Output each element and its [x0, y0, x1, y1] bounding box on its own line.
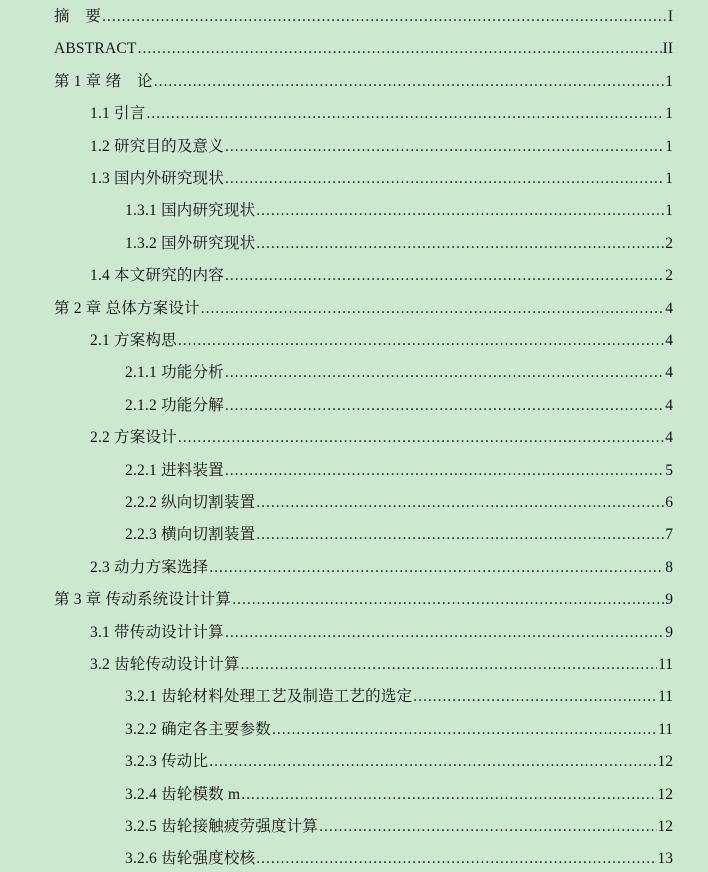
toc-entry-page: 2: [665, 267, 673, 284]
toc-entry[interactable]: [125, 393, 673, 419]
dot-leader: [146, 101, 664, 127]
toc-entry-title: 2.1.2 功能分解: [125, 397, 224, 414]
toc-entry[interactable]: [125, 717, 673, 743]
toc-entry-page: 12: [657, 753, 673, 770]
toc-entry-page: 4: [665, 332, 673, 349]
toc-entry-page: 11: [658, 656, 673, 673]
dot-leader: [319, 814, 656, 840]
toc-entry[interactable]: [90, 652, 673, 678]
toc-entry[interactable]: [125, 749, 673, 775]
dot-leader: [102, 4, 667, 30]
toc-entry-page: 11: [658, 721, 673, 738]
toc-entry-title: 3.2.6 齿轮强度校核: [125, 850, 256, 867]
toc-entry-title: 1.4 本文研究的内容: [90, 267, 224, 284]
toc-entry-page: 1: [665, 105, 673, 122]
toc-entry-title: 1.3.2 国外研究现状: [125, 235, 256, 252]
dot-leader: [225, 458, 664, 484]
toc-entry[interactable]: [125, 360, 673, 386]
toc-entry-title: 3.2.4 齿轮模数 m: [125, 786, 241, 803]
toc-entry-title: 摘 要: [54, 8, 102, 25]
dot-leader: [225, 263, 664, 289]
toc-entry[interactable]: [54, 69, 673, 95]
toc-entry-page: 12: [657, 818, 673, 835]
dot-leader: [241, 652, 657, 678]
dot-leader: [256, 522, 664, 548]
toc-entry-title: 第 2 章 总体方案设计: [54, 300, 200, 317]
toc-entry[interactable]: [90, 263, 673, 289]
dot-leader: [232, 587, 664, 613]
toc-entry-title: 第 3 章 传动系统设计计算: [54, 591, 232, 608]
dot-leader: [225, 360, 664, 386]
toc-entry[interactable]: [54, 36, 673, 62]
toc-entry-title: 3.2 齿轮传动设计计算: [90, 656, 240, 673]
toc-entry[interactable]: [125, 846, 673, 872]
toc-entry[interactable]: [125, 814, 673, 840]
dot-leader: [209, 749, 656, 775]
toc-entry-page: 13: [657, 850, 673, 867]
toc-entry-title: 2.2.2 纵向切割装置: [125, 494, 256, 511]
toc-entry-page: 1: [665, 138, 673, 155]
toc-entry-title: 第 1 章 绪 论: [54, 73, 153, 90]
dot-leader: [178, 425, 664, 451]
dot-leader: [201, 296, 664, 322]
toc-entry-title: 3.1 带传动设计计算: [90, 624, 224, 641]
toc-entry-page: 11: [658, 688, 673, 705]
dot-leader: [256, 231, 664, 257]
toc-entry[interactable]: [90, 134, 673, 160]
toc-entry-title: 2.2 方案设计: [90, 429, 177, 446]
toc-entry-title: ABSTRACT: [54, 40, 137, 57]
toc-entry[interactable]: [90, 328, 673, 354]
toc-entry[interactable]: [54, 587, 673, 613]
toc-entry-title: 1.1 引言: [90, 105, 146, 122]
toc-entry-page: 1: [665, 73, 673, 90]
dot-leader: [225, 166, 664, 192]
dot-leader: [209, 555, 664, 581]
toc-entry-page: 7: [665, 526, 673, 543]
dot-leader: [138, 36, 662, 62]
toc-entry[interactable]: [54, 296, 673, 322]
toc-entry-title: 1.3 国内外研究现状: [90, 170, 224, 187]
toc-entry-page: 1: [665, 202, 673, 219]
toc-entry-title: 2.2.1 进料装置: [125, 462, 224, 479]
dot-leader: [154, 69, 665, 95]
toc-entry-title: 3.2.5 齿轮接触疲劳强度计算: [125, 818, 319, 835]
toc-entry-page: 12: [657, 786, 673, 803]
dot-leader: [272, 717, 657, 743]
toc-entry[interactable]: [125, 684, 673, 710]
toc-entry-page: 9: [665, 624, 673, 641]
toc-entry-page: 4: [665, 300, 673, 317]
toc-entry-title: 2.1 方案构思: [90, 332, 177, 349]
toc-entry-title: 3.2.2 确定各主要参数: [125, 721, 271, 738]
dot-leader: [256, 490, 664, 516]
toc-entry[interactable]: [125, 782, 673, 808]
toc-entry[interactable]: [54, 4, 673, 30]
dot-leader: [225, 393, 664, 419]
toc-entry[interactable]: [90, 555, 673, 581]
toc-entry-title: 3.2.3 传动比: [125, 753, 209, 770]
dot-leader: [413, 684, 657, 710]
toc-entry-page: 6: [665, 494, 673, 511]
toc-entry-page: 5: [665, 462, 673, 479]
toc-entry[interactable]: [90, 166, 673, 192]
toc-entry-page: 4: [665, 429, 673, 446]
toc-entry-page: 8: [665, 559, 673, 576]
toc-entry-title: 1.2 研究目的及意义: [90, 138, 224, 155]
toc-entry-title: 2.2.3 横向切割装置: [125, 526, 256, 543]
toc-entry-page: II: [662, 40, 673, 57]
toc-entry[interactable]: [90, 101, 673, 127]
dot-leader: [256, 846, 656, 872]
toc-entry[interactable]: [125, 231, 673, 257]
toc-entry[interactable]: [90, 425, 673, 451]
toc-entry[interactable]: [125, 458, 673, 484]
toc-entry-page: 2: [665, 235, 673, 252]
toc-entry-page: 4: [665, 397, 673, 414]
toc-entry-title: 2.1.1 功能分析: [125, 364, 224, 381]
toc-entry-title: 1.3.1 国内研究现状: [125, 202, 256, 219]
toc-entry[interactable]: [125, 522, 673, 548]
dot-leader: [241, 782, 656, 808]
toc-entry[interactable]: [90, 620, 673, 646]
toc-entry[interactable]: [125, 198, 673, 224]
dot-leader: [256, 198, 664, 224]
toc-entry-title: 3.2.1 齿轮材料处理工艺及制造工艺的选定: [125, 688, 413, 705]
dot-leader: [225, 134, 664, 160]
toc-entry-page: 1: [665, 170, 673, 187]
dot-leader: [225, 620, 664, 646]
dot-leader: [178, 328, 664, 354]
toc-entry-page: 9: [665, 591, 673, 608]
toc-entry-title: 2.3 动力方案选择: [90, 559, 209, 576]
toc-entry[interactable]: [125, 490, 673, 516]
toc-entry-page: 4: [665, 364, 673, 381]
toc-entry-page: I: [667, 8, 673, 25]
